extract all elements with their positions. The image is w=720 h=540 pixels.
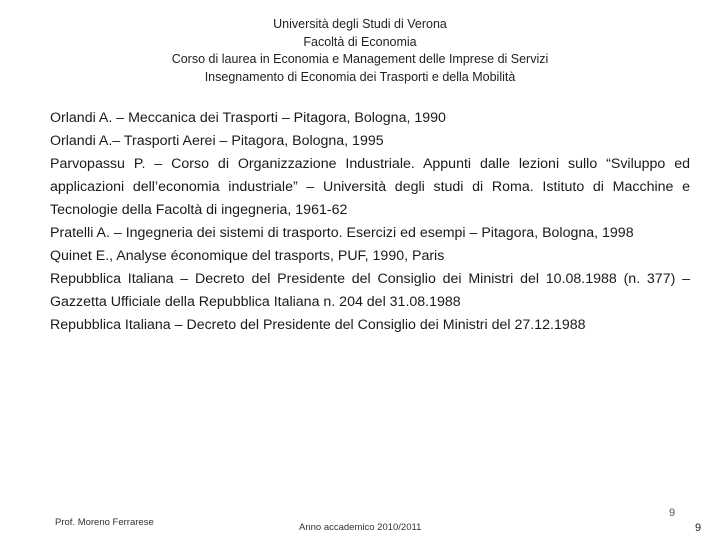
footer-author: Prof. Moreno Ferrarese (55, 517, 154, 528)
reference-item: Repubblica Italiana – Decreto del Presidente del Consiglio dei Ministri del 10.08.1988 (n. 377) – Gazzetta Ufficiale della Repubblica Italiana n. 204 del 31.08.1988 (50, 271, 690, 310)
reference-item: Pratelli A. – Ingegneria dei sistemi di trasporto. Esercizi ed esempi – Pitagora, Bologna, 1998 (50, 225, 634, 241)
page-number: 9 (669, 507, 676, 519)
subject-name: Insegnamento di Economia dei Trasporti e della Mobilità (204, 69, 516, 84)
reference-item: Repubblica Italiana – Decreto del Presidente del Consiglio dei Ministri del 27.12.1988 (50, 317, 586, 333)
faculty-name: Facoltà di Economia (303, 34, 417, 49)
footer-academic-year: Anno accademico 2010/2011 (299, 522, 422, 533)
slide-number: 9 (695, 522, 702, 534)
reference-item: Parvopassu P. – Corso di Organizzazione Industriale. Appunti dalle lezioni sullo “Sviluppo ed applicazioni dell’economia industriale” – Università degli studi di Roma. Istituto di Macchine e Tecnologie della Facoltà di ingegneria, 1961-62 (50, 156, 690, 218)
reference-item: Orlandi A. – Meccanica dei Trasporti – Pitagora, Bologna, 1990 (50, 110, 446, 126)
reference-item: Quinet E., Analyse économique del trasports, PUF, 1990, Paris (50, 248, 445, 264)
reference-item: Orlandi A.– Trasporti Aerei – Pitagora, Bologna, 1995 (50, 133, 384, 149)
document-header (0, 16, 720, 86)
university-name: Università degli Studi di Verona (273, 17, 447, 31)
reference-list (50, 107, 690, 337)
course-name: Corso di laurea in Economia e Management delle Imprese di Servizi (171, 52, 549, 66)
